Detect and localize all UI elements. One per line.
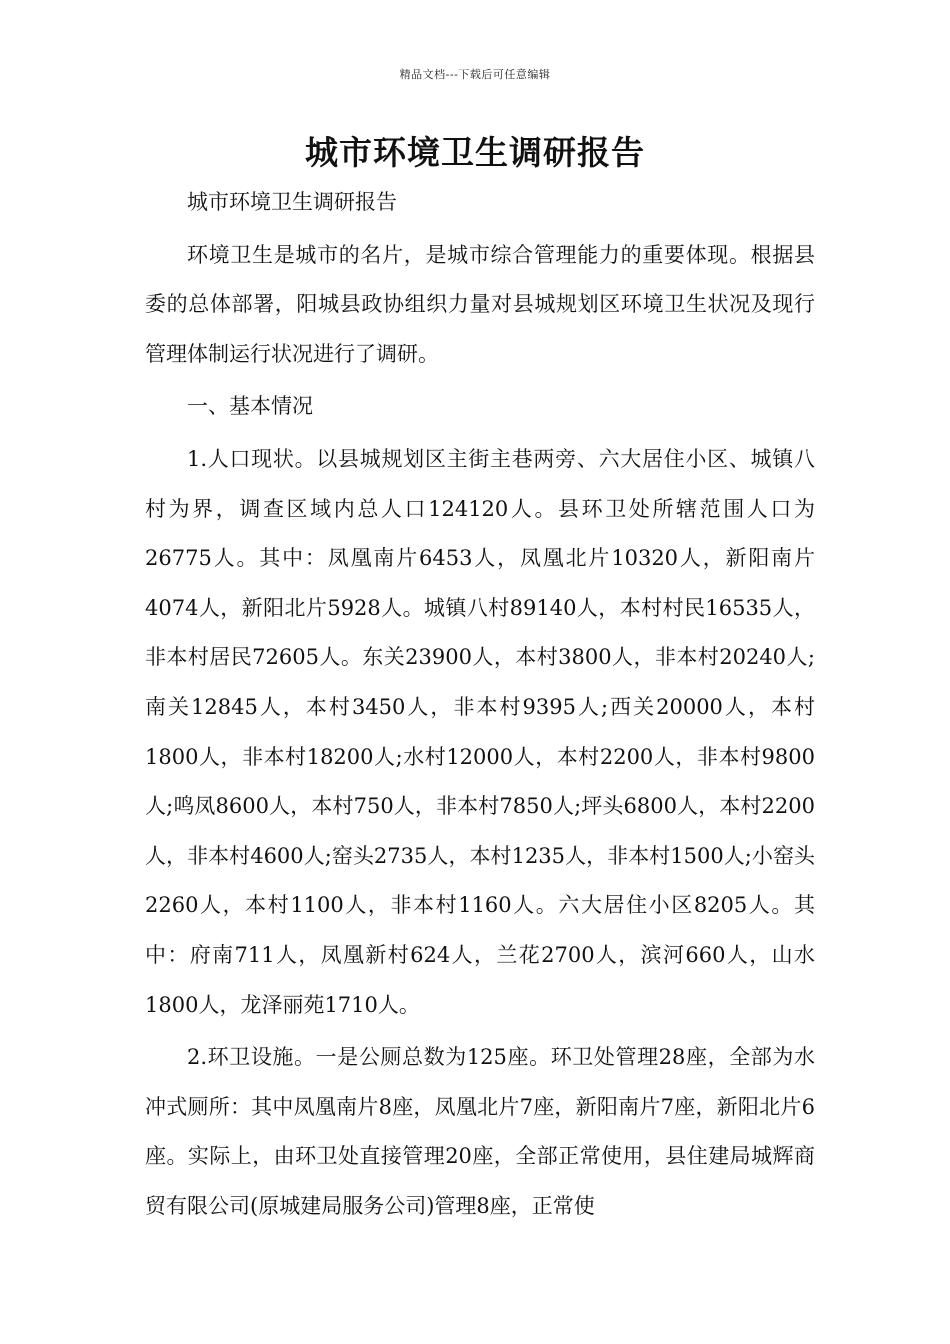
population-paragraph: 1.人口现状。以县城规划区主街主巷两旁、六大居住小区、城镇八村为界，调查区域内总人口124120人。县环卫处所辖范围人口为26775人。其中：凤凰南片6453人，凤凰北片10320人，新阳南片4074人，新阳北片5928人。城镇八村89140人，本村村民16535人，非本村居民72605人。东关23900人，本村3800人，非本村20240人;南关12845人，本村3450人，非本村9395人;西关20000人，本村1800人，非本村18200人;水村12000人，本村2200人，非本村9800人;鸣凤8600人，本村750人，非本村7850人;坪头6800人，本村2200人，非本村4600人;窑头2735人，本村1235人，非本村1500人;小窑头2260人，本村1100人，非本村1160人。六大居住小区8205人。其中：府南711人，凤凰新村624人，兰花2700人，滨河660人，山水1800人，龙泽丽苑1710人。 [145,446,816,1017]
document-title: 城市环境卫生调研报告 [305,133,645,172]
subtitle-paragraph: 城市环境卫生调研报告 [187,190,397,214]
facilities-paragraph: 2.环卫设施。一是公厕总数为125座。环卫处管理28座，全部为水冲式厕所：其中凤凰南片8座，凤凰北片7座，新阳南片7座，新阳北片6座。实际上，由环卫处直接管理20座，全部正常使用，县住建局城辉商贸有限公司(原城建局服务公司)管理8座，正常使 [145,1045,815,1218]
header-note: 精品文档---下载后可任意编辑 [399,68,551,81]
document-body [145,178,815,1231]
section-heading-basic-situation: 一、基本情况 [187,394,313,419]
intro-paragraph: 环境卫生是城市的名片，是城市综合管理能力的重要体现。根据县委的总体部署，阳城县政协组织力量对县城规划区环境卫生状况及现行管理体制运行状况进行了调研。 [145,242,815,366]
